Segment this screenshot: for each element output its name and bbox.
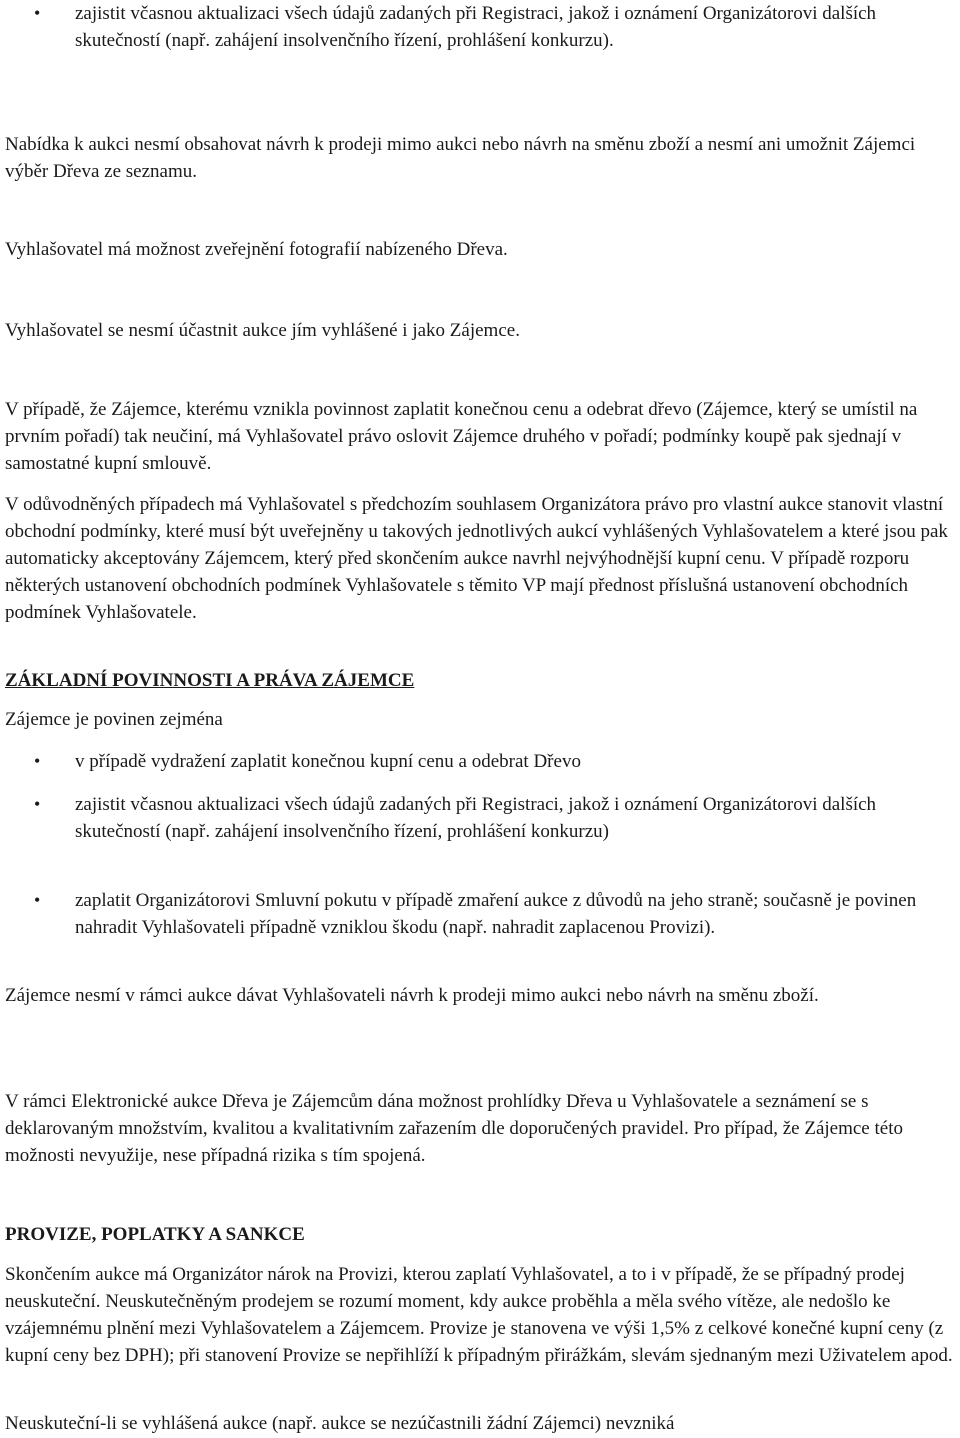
- paragraph: Nabídka k aukci nesmí obsahovat návrh k prodeji mimo aukci nebo návrh na směnu zboží a nesmí ani umožnit Zájemci výběr Dřeva ze seznamu.: [5, 134, 916, 182]
- paragraph: Zájemce nesmí v rámci aukce dávat Vyhlašovateli návrh k prodeji mimo aukci nebo návrh na směnu zboží.: [5, 985, 819, 1006]
- paragraph: Neuskuteční-li se vyhlášená aukce (např. aukce se nezúčastnili žádní Zájemci) nevzniká: [5, 1413, 675, 1434]
- bullet-dot-icon: •: [34, 751, 41, 771]
- paragraph: Vyhlašovatel se nesmí účastnit aukce jím vyhlášené i jako Zájemce.: [5, 320, 520, 341]
- list-item-text: zaplatit Organizátorovi Smluvní pokutu v případě zmaření aukce z důvodů na jeho straně; současně je povinen nahradit Vyhlašovateli případně vzniklou škodu (např. nahradit zaplacenou Provizi).: [75, 890, 917, 938]
- list-item: [0, 0, 955, 54]
- section-heading: PROVIZE, POPLATKY A SANKCE: [5, 1224, 305, 1245]
- list-item: [0, 887, 955, 941]
- list-item-text: zajistit včasnou aktualizaci všech údajů zadaných při Registraci, jakož i oznámení Organizátorovi dalších skutečností (např. zahájení insolvenčního řízení, prohlášení konkurzu).: [75, 3, 877, 51]
- list-item-text: v případě vydražení zaplatit konečnou kupní cenu a odebrat Dřevo: [75, 751, 581, 772]
- paragraph: V případě, že Zájemce, kterému vznikla povinnost zaplatit konečnou cenu a odebrat dřevo (Zájemce, který se umístil na prvním pořadí) tak neučiní, má Vyhlašovatel právo oslovit Zájemce druhého v pořadí; podmínky koupě pak sjednají v samostatné kupní smlouvě.: [5, 399, 918, 474]
- paragraph: V odůvodněných případech má Vyhlašovatel s předchozím souhlasem Organizátora právo pro vlastní aukce stanovit vlastní obchodní podmínky, které musí být uveřejněny u takových jednotlivých aukcí vyhlášených Vyhlašovatelem a které jsou pak automaticky akceptovány Zájemcem, který před skončením aukce navrhl nejvýhodnější kupní cenu. V případě rozporu některých ustanovení obchodních podmínek Vyhlašovatele s těmito VP mají přednost příslušná ustanovení obchodních podmínek Vyhlašovatele.: [5, 494, 948, 623]
- list-item-text: zajistit včasnou aktualizaci všech údajů zadaných při Registraci, jakož i oznámení Organizátorovi dalších skutečností (např. zahájení insolvenčního řízení, prohlášení konkurzu): [75, 794, 877, 842]
- bullet-dot-icon: •: [34, 3, 41, 23]
- list-item: [0, 791, 955, 845]
- paragraph: Skončením aukce má Organizátor nárok na Provizi, kterou zaplatí Vyhlašovatel, a to i v případě, že se případný prodej neuskuteční. Neuskutečněným prodejem se rozumí moment, kdy aukce proběhla a měla svého vítěze, ale nedošlo ke vzájemnému plnění mezi Vyhlašovatelem a Zájemcem. Provize je stanovena ve výši 1,5% z celkové konečné kupní ceny (z kupní ceny bez DPH); při stanovení Provize se nepřihlíží k případným přirážkám, slevám sjednaným mezi Uživatelem apod.: [5, 1264, 953, 1366]
- paragraph: V rámci Elektronické aukce Dřeva je Zájemcům dána možnost prohlídky Dřeva u Vyhlašovatele a seznámení se s deklarovaným množstvím, kvalitou a kvalitativním zařazením dle doporučených pravidel. Pro případ, že Zájemce této možnosti nevyužije, nese případná rizika s tím spojená.: [5, 1091, 903, 1166]
- list-item: [0, 748, 955, 775]
- section-heading: ZÁKLADNÍ POVINNOSTI A PRÁVA ZÁJEMCE: [5, 670, 415, 691]
- bullet-dot-icon: •: [34, 890, 41, 910]
- paragraph: Vyhlašovatel má možnost zveřejnění fotografií nabízeného Dřeva.: [5, 239, 508, 260]
- bullet-dot-icon: •: [34, 794, 41, 814]
- section-intro: Zájemce je povinen zejména: [5, 709, 223, 730]
